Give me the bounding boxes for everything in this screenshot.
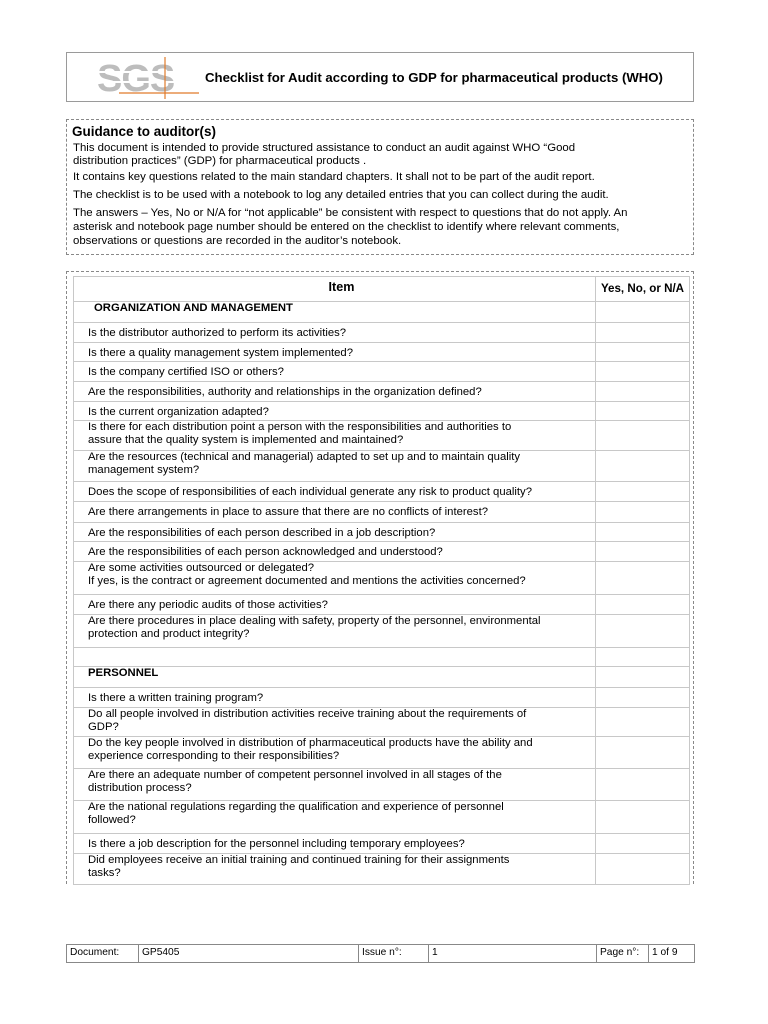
question-text: Is there for each distribution point a person with the responsibilities and authorities to [88,421,512,433]
question-cell [74,834,596,854]
issue-number: 1 [429,945,597,963]
answer-cell[interactable] [596,402,690,421]
table-row [74,615,690,648]
question-cell [74,595,596,615]
table-row [74,737,690,769]
table-row [74,421,690,451]
guidance-text: It contains key questions related to the main standard chapters. It shall not to be part of the audit report. [73,171,595,183]
question-cell [74,523,596,542]
table-row [74,769,690,801]
table-row [74,834,690,854]
table-row [74,502,690,523]
table-row [74,523,690,542]
question-text: Is there a job description for the personnel including temporary employees? [88,838,465,850]
answer-cell[interactable] [596,595,690,615]
checklist-table [73,276,690,885]
question-cell [74,421,596,451]
question-cell [74,323,596,343]
question-text: Do the key people involved in distribution of pharmaceutical products have the ability and [88,737,533,749]
answer-column-header: Yes, No, or N/A [596,277,690,302]
checklist-frame [66,271,694,884]
question-cell [74,688,596,708]
answer-cell[interactable] [596,451,690,482]
page-number: 1 of 9 [649,945,695,963]
guidance-text: observations or questions are recorded in the auditor’s notebook. [73,235,402,247]
table-row [74,562,690,595]
question-text: Are some activities outsourced or delegated? [88,562,315,574]
question-text: protection and product integrity? [88,628,250,640]
answer-cell[interactable] [596,362,690,382]
question-text: Are the national regulations regarding the qualification and experience of personnel [88,801,504,813]
question-cell [74,542,596,562]
question-text: Do all people involved in distribution activities receive training about the requirements of [88,708,527,720]
sgs-logo [89,55,199,99]
answer-cell[interactable] [596,382,690,402]
answer-cell[interactable] [596,667,690,688]
answer-cell[interactable] [596,769,690,801]
answer-cell[interactable] [596,562,690,595]
question-text: Are there any periodic audits of those activities? [88,599,328,611]
table-row [74,595,690,615]
question-cell [74,402,596,421]
table-row [74,343,690,362]
document-label: Document: [67,945,139,963]
document-footer [66,944,695,963]
answer-cell[interactable] [596,523,690,542]
question-text: GDP? [88,721,119,733]
section-row [74,667,690,688]
blank-cell [74,648,596,667]
question-cell [74,562,596,595]
answer-cell[interactable] [596,688,690,708]
question-cell [74,801,596,834]
answer-cell[interactable] [596,302,690,323]
question-text: Are the responsibilities of each person described in a job description? [88,527,436,539]
table-row [74,382,690,402]
question-text: Does the scope of responsibilities of each individual generate any risk to product quality? [88,486,532,498]
question-text: Did employees receive an initial training and continued training for their assignments [88,854,510,866]
answer-cell[interactable] [596,343,690,362]
table-row [74,854,690,885]
answer-cell[interactable] [596,542,690,562]
document-title: Checklist for Audit according to GDP for pharmaceutical products (WHO) [205,70,663,85]
answer-cell[interactable] [596,834,690,854]
question-text: Is there a quality management system implemented? [88,347,353,359]
question-text: If yes, is the contract or agreement documented and mentions the activities concerned? [88,575,526,587]
question-text: Are the responsibilities, authority and relationships in the organization defined? [88,386,482,398]
answer-cell[interactable] [596,801,690,834]
answer-cell[interactable] [596,323,690,343]
question-cell [74,502,596,523]
question-cell [74,343,596,362]
item-column-header: Item [74,277,596,302]
guidance-box [66,119,694,255]
answer-cell[interactable] [596,502,690,523]
document-number: GP5405 [139,945,359,963]
guidance-heading: Guidance to auditor(s) [72,124,217,139]
document-header [66,52,694,102]
answer-cell[interactable] [596,482,690,502]
question-text: Are the responsibilities of each person acknowledged and understood? [88,546,443,558]
question-text: Are there procedures in place dealing with safety, property of the personnel, environmental [88,615,541,627]
answer-cell[interactable] [596,854,690,885]
question-text: Are there an adequate number of competent personnel involved in all stages of the [88,769,502,781]
section-row [74,302,690,323]
answer-cell[interactable] [596,421,690,451]
guidance-text: The answers – Yes, No or N/A for “not applicable” be consistent with respect to questions that do not apply. An [73,207,628,219]
question-text: experience corresponding to their responsibilities? [88,750,340,762]
table-row [74,801,690,834]
section-heading-text: PERSONNEL [88,667,159,679]
guidance-text: This document is intended to provide structured assistance to conduct an audit against WHO “Good [73,142,576,154]
question-text: Is there a written training program? [88,692,264,704]
question-text: Is the current organization adapted? [88,406,269,418]
question-text: Is the distributor authorized to perform its activities? [88,327,347,339]
answer-cell[interactable] [596,615,690,648]
section-heading [74,302,596,323]
question-cell [74,362,596,382]
svg-text:SGS: SGS [97,58,175,99]
question-text: distribution process? [88,782,192,794]
guidance-text: asterisk and notebook page number should be entered on the checklist to identify where relevant comments, [73,221,620,233]
table-row [74,362,690,382]
answer-cell[interactable] [596,737,690,769]
question-text: followed? [88,814,136,826]
question-cell [74,451,596,482]
question-cell [74,615,596,648]
question-cell [74,854,596,885]
table-row [74,451,690,482]
question-text: assure that the quality system is implemented and maintained? [88,434,404,446]
section-heading [74,667,596,688]
table-row [74,542,690,562]
table-row [74,708,690,737]
question-cell [74,708,596,737]
question-text: Is the company certified ISO or others? [88,366,284,378]
question-text: Are there arrangements in place to assure that there are no conflicts of interest? [88,506,489,518]
table-row [74,648,690,667]
issue-label: Issue n°: [359,945,429,963]
question-cell [74,769,596,801]
table-row [74,402,690,421]
question-cell [74,737,596,769]
page-label: Page n°: [597,945,649,963]
answer-cell[interactable] [596,648,690,667]
guidance-text: distribution practices” (GDP) for pharmaceutical products . [73,155,367,167]
table-row [74,688,690,708]
question-text: tasks? [88,867,121,879]
table-row [74,482,690,502]
question-cell [74,482,596,502]
section-heading-text: ORGANIZATION AND MANAGEMENT [94,302,293,314]
question-text: Are the resources (technical and managerial) adapted to set up and to maintain quality [88,451,521,463]
question-cell [74,382,596,402]
table-row [74,323,690,343]
question-text: management system? [88,464,200,476]
guidance-text: The checklist is to be used with a notebook to log any detailed entries that you can collect during the audit. [73,189,609,201]
answer-cell[interactable] [596,708,690,737]
